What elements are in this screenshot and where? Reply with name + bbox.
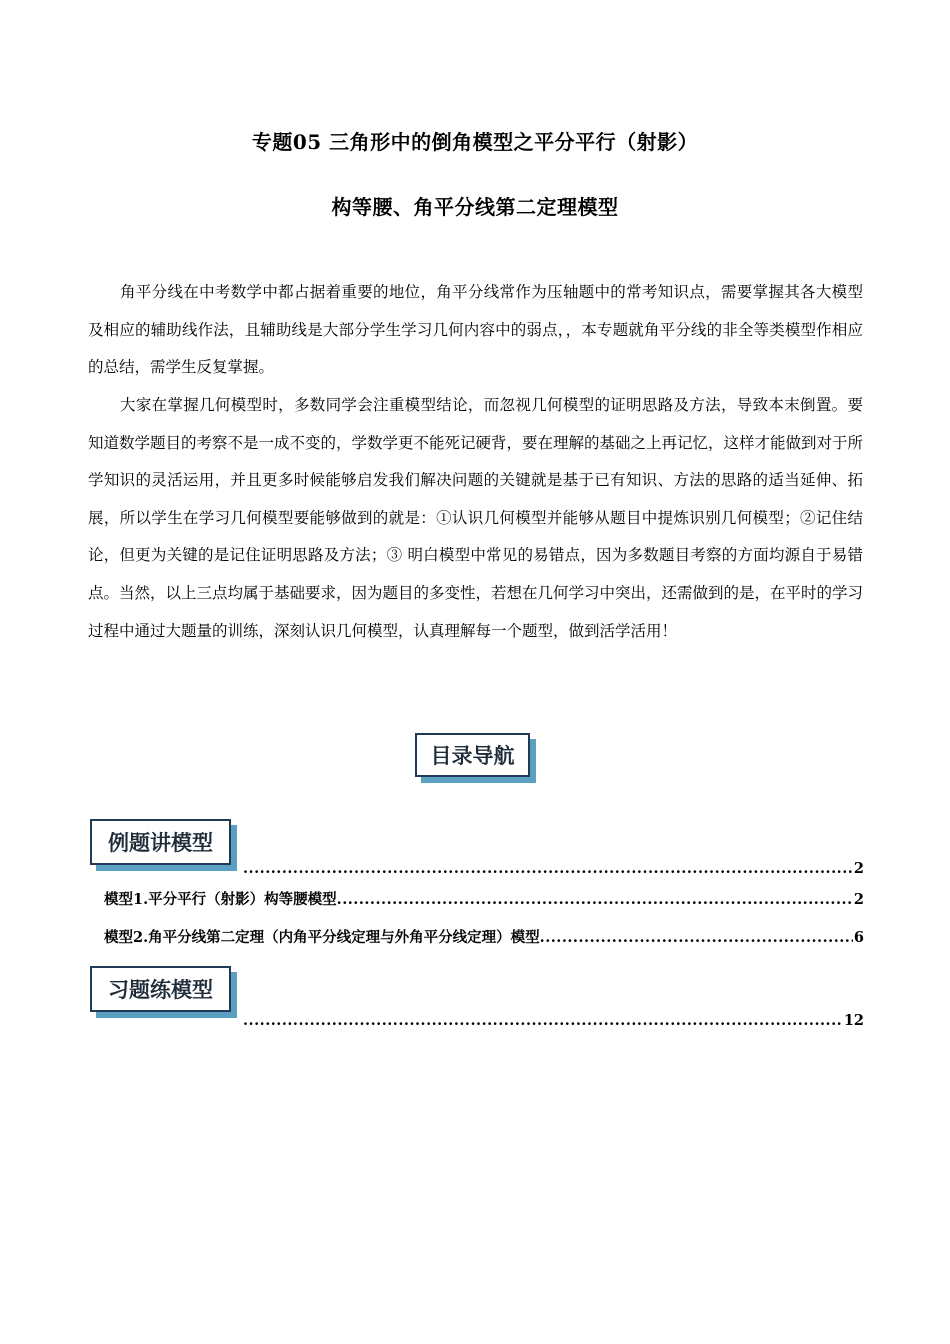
exercises-section-heading: 习题练模型	[90, 966, 231, 1012]
intro-paragraph-1: 角平分线在中考数学中都占据着重要的地位，角平分线常作为压轴题中的常考知识点，需要掌握其各大模型及相应的辅助线作法，且辅助线是大部分学生学习几何内容中的弱点，，本专题就角平分线的非全等类模型作相应的总结，需学生反复掌握。	[88, 283, 863, 377]
toc-leader-dots	[243, 1012, 843, 1030]
toc-leader-dots	[540, 929, 853, 947]
toc-page-number: 6	[853, 929, 864, 946]
document-subtitle: 构等腰、角平分线第二定理模型	[331, 195, 619, 219]
toc-entry-examples[interactable]	[243, 860, 864, 878]
toc-entry-model-2[interactable]	[104, 929, 864, 947]
toc-entry-exercises[interactable]	[243, 1012, 864, 1030]
examples-section-heading: 例题讲模型	[90, 819, 231, 865]
toc-page-number: 2	[853, 860, 864, 877]
toc-navigation-heading: 目录导航	[415, 733, 530, 777]
toc-leader-dots	[337, 891, 853, 909]
toc-leader-dots	[243, 860, 853, 878]
intro-paragraph-2: 大家在掌握几何模型时，多数同学会注重模型结论，而忽视几何模型的证明思路及方法，导致本末倒置。要知道数学题目的考察不是一成不变的，学数学更不能死记硬背，要在理解的基础之上再记忆，这样才能做到对于所学知识的灵活运用，并且更多时候能够启发我们解决问题的关键就是基于已有知识、方法的思路的适当延伸、拓展，所以学生在学习几何模型要能够做到的就是：①认识几何模型并能够从题目中提炼识别几何模型；②记住结论，但更为关键的是记住证明思路及方法；③ 明白模型中常见的易错点，因为多数题目考察的方面均源自于易错点。当然，以上三点均属于基础要求，因为题目的多变性，若想在几何学习中突出，还需做到的是，在平时的学习过程中通过大题量的训练，深刻认识几何模型，认真理解每一个题型，做到活学活用！	[88, 396, 864, 640]
document-title: 专题05 三角形中的倒角模型之平分平行（射影）	[251, 130, 699, 154]
toc-entry-label: 模型1.平分平行（射影）构等腰模型	[104, 891, 337, 908]
toc-entry-label: 模型2.角平分线第二定理（内角平分线定理与外角平分线定理）模型	[104, 929, 540, 946]
toc-page-number: 12	[843, 1012, 864, 1029]
toc-page-number: 2	[853, 891, 864, 908]
toc-entry-model-1[interactable]	[104, 891, 864, 909]
